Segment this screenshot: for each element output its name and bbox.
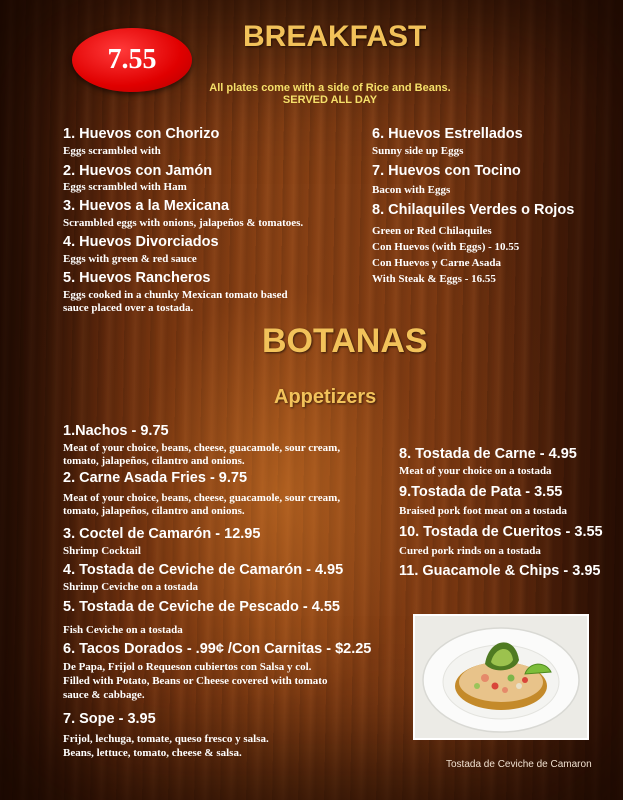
appetizer-item-7-name: 7. Sope - 3.95 xyxy=(63,711,156,727)
appetizer-item-1-name: 1.Nachos - 9.75 xyxy=(63,423,169,439)
breakfast-item-5-desc-line1: Eggs cooked in a chunky Mexican tomato based xyxy=(63,289,288,301)
appetizer-item-10-desc: Cured pork rinds on a tostada xyxy=(399,545,541,557)
breakfast-item-8-desc xyxy=(372,223,519,287)
appetizer-item-6-desc xyxy=(63,660,327,702)
appetizer-item-2-name: 2. Carne Asada Fries - 9.75 xyxy=(63,470,248,486)
breakfast-item-2-desc: Eggs scrambled with Ham xyxy=(63,181,187,193)
breakfast-item-8-desc-line3: Con Huevos y Carne Asada xyxy=(372,257,501,269)
breakfast-note-line1: All plates come with a side of Rice and Beans. xyxy=(209,82,451,94)
appetizer-item-8-name: 8. Tostada de Carne - 4.95 xyxy=(399,446,577,462)
photo-caption: Tostada de Ceviche de Camaron xyxy=(446,759,592,770)
appetizer-item-5-desc: Fish Ceviche on a tostada xyxy=(63,624,183,636)
breakfast-item-8-name: 8. Chilaquiles Verdes o Rojos xyxy=(372,202,575,218)
appetizer-item-7-desc xyxy=(63,732,269,760)
breakfast-item-8-desc-line1: Green or Red Chilaquiles xyxy=(372,225,492,237)
appetizer-item-5-name: 5. Tostada de Ceviche de Pescado - 4.55 xyxy=(63,599,340,615)
appetizer-item-4-desc: Shrimp Ceviche on a tostada xyxy=(63,581,199,593)
appetizer-item-11-name: 11. Guacamole & Chips - 3.95 xyxy=(399,563,601,579)
appetizer-item-9-name: 9.Tostada de Pata - 3.55 xyxy=(399,484,563,500)
appetizer-item-6-desc-line1: De Papa, Frijol o Requeson cubiertos con Salsa y col. xyxy=(63,661,312,673)
appetizer-item-2-desc xyxy=(63,492,340,518)
appetizer-item-6-name: 6. Tacos Dorados - .99¢ /Con Carnitas - $2.25 xyxy=(63,641,372,657)
breakfast-item-3-name: 3. Huevos a la Mexicana xyxy=(63,198,230,214)
breakfast-item-6-name: 6. Huevos Estrellados xyxy=(372,126,523,142)
breakfast-item-5-desc xyxy=(63,289,288,315)
breakfast-note xyxy=(180,82,480,106)
appetizer-item-3-name: 3. Coctel de Camarón - 12.95 xyxy=(63,526,261,542)
appetizer-item-7-desc-line1: Frijol, lechuga, tomate, queso fresco y salsa. xyxy=(63,733,269,745)
appetizer-item-1-desc-line2: tomato, jalapeños, cilantro and onions. xyxy=(63,455,245,467)
appetizer-item-1-desc xyxy=(63,442,340,468)
breakfast-item-5-name: 5. Huevos Rancheros xyxy=(63,270,211,286)
price-badge xyxy=(72,28,192,92)
breakfast-item-2-name: 2. Huevos con Jamón xyxy=(63,163,213,179)
breakfast-title: BREAKFAST xyxy=(243,20,427,53)
breakfast-item-1-desc: Eggs scrambled with xyxy=(63,145,161,157)
breakfast-item-4-name: 4. Huevos Divorciados xyxy=(63,234,219,250)
breakfast-item-8-desc-line2: Con Huevos (with Eggs) - 10.55 xyxy=(372,241,520,253)
appetizer-item-4-name: 4. Tostada de Ceviche de Camarón - 4.95 xyxy=(63,562,344,578)
appetizer-item-2-desc-line2: tomato, jalapeños, cilantro and onions. xyxy=(63,505,245,517)
breakfast-note-line2: SERVED ALL DAY xyxy=(282,94,378,106)
appetizer-item-7-desc-line2: Beans, lettuce, tomato, cheese & salsa. xyxy=(63,747,242,759)
price-badge-text: 7.55 xyxy=(107,44,157,75)
appetizer-item-1-desc-line1: Meat of your choice, beans, cheese, guacamole, sour cream, xyxy=(63,442,341,454)
tostada-photo xyxy=(413,614,589,740)
breakfast-item-7-name: 7. Huevos con Tocino xyxy=(372,163,521,179)
appetizer-item-2-desc-line1: Meat of your choice, beans, cheese, guacamole, sour cream, xyxy=(63,492,341,504)
appetizer-item-6-desc-line2: Filled with Potato, Beans or Cheese covered with tomato xyxy=(63,675,328,687)
appetizers-subtitle: Appetizers xyxy=(274,386,377,408)
appetizer-item-9-desc: Braised pork foot meat on a tostada xyxy=(399,505,568,517)
breakfast-item-3-desc: Scrambled eggs with onions, jalapeños & tomatoes. xyxy=(63,217,304,229)
breakfast-item-1-name: 1. Huevos con Chorizo xyxy=(63,126,220,142)
appetizer-item-8-desc: Meat of your choice on a tostada xyxy=(399,465,552,477)
appetizer-item-6-desc-line3: sauce & cabbage. xyxy=(63,689,145,701)
breakfast-item-5-desc-line2: sauce placed over a tostada. xyxy=(63,302,194,314)
botanas-title: BOTANAS xyxy=(262,322,428,360)
appetizer-item-10-name: 10. Tostada de Cueritos - 3.55 xyxy=(399,524,603,540)
breakfast-item-4-desc: Eggs with green & red sauce xyxy=(63,253,197,265)
breakfast-item-6-desc: Sunny side up Eggs xyxy=(372,145,464,157)
breakfast-item-7-desc: Bacon with Eggs xyxy=(372,184,451,196)
tostada-illustration xyxy=(415,616,587,738)
breakfast-item-8-desc-line4: With Steak & Eggs - 16.55 xyxy=(372,273,496,285)
appetizer-item-3-desc: Shrimp Cocktail xyxy=(63,545,141,557)
